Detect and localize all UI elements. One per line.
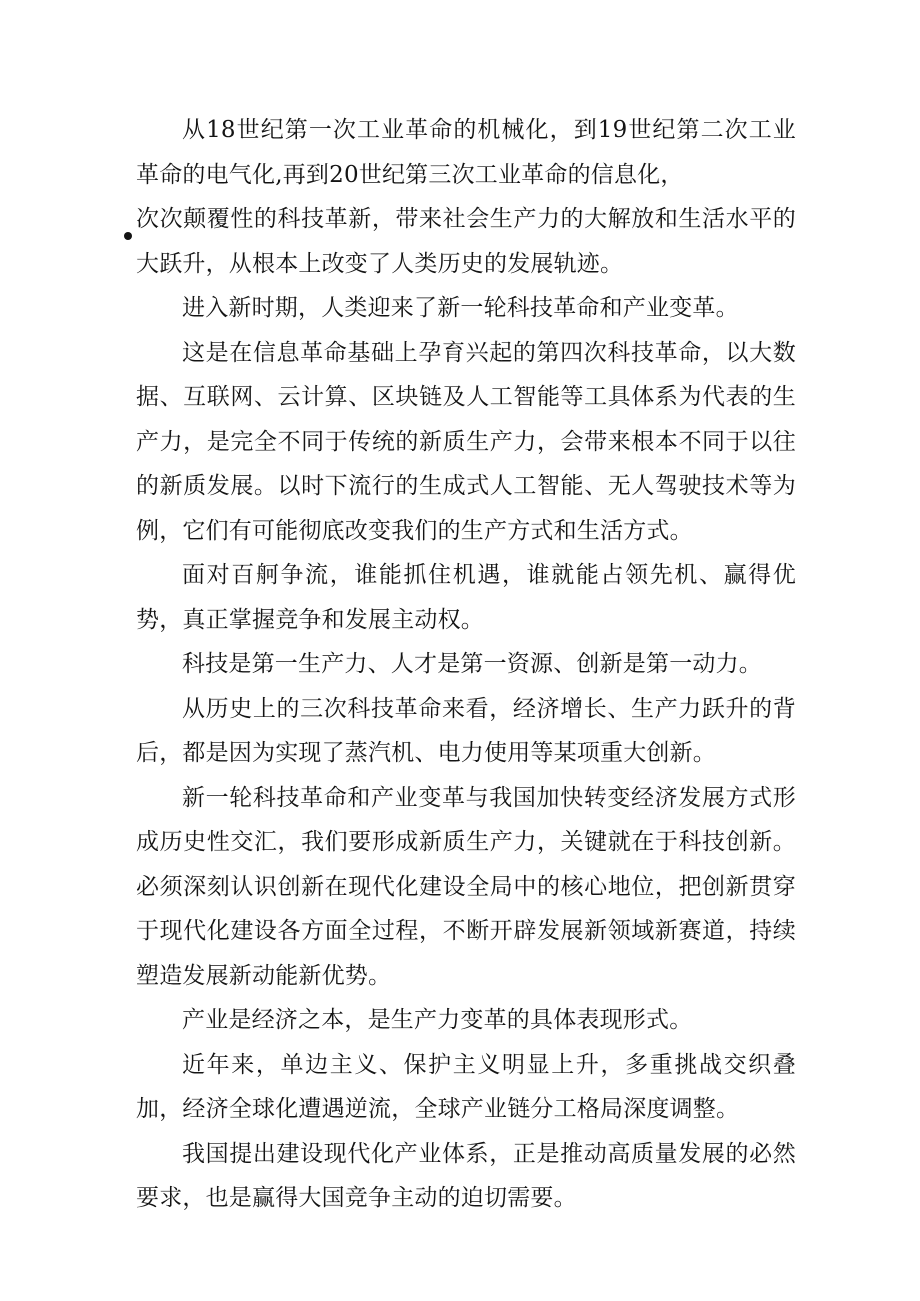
paragraph: 这是在信息革命基础上孕育兴起的第四次科技革命，以大数据、互联网、云计算、区块链及人工智能等工具体系为代表的生产力，是完全不同于传统的新质生产力，会带来根本不同于以往的新质发展。以时下流行的生成式人工智能、无人驾驶技术等为例，它们有可能彻底改变我们的生产方式和生活方式。	[136, 339, 796, 544]
paragraph: 新一轮科技革命和产业变革与我国加快转变经济发展方式形成历史性交汇，我们要形成新质生产力，关键就在于科技创新。必须深刻认识创新在现代化建设全局中的核心地位，把创新贯穿于现代化建设各方面全过程，不断开辟发展新领域新赛道，持续塑造发展新动能新优势。	[136, 784, 796, 989]
paragraph: 产业是经济之本，是生产力变革的具体表现形式。	[182, 1007, 693, 1033]
paragraph: 进入新时期，人类迎来了新一轮科技革命和产业变革。	[182, 295, 739, 321]
document-body	[136, 108, 796, 1221]
paragraph: 次次颠覆性的科技革新，带来社会生产力的大解放和生活水平的大跃升，从根本上改变了人类历史的发展轨迹。	[136, 206, 796, 277]
paragraph: 我国提出建设现代化产业体系，正是推动高质量发展的必然要求，也是赢得大国竞争主动的迫切需要。	[136, 1140, 796, 1211]
paragraph: 从18世纪第一次工业革命的机械化，到19世纪第二次工业革命的电气化,再到20世纪第三次工业革命的信息化，	[136, 117, 796, 188]
paragraph: 近年来，单边主义、保护主义明显上升，多重挑战交织叠加，经济全球化遭遇逆流，全球产业链分工格局深度调整。	[136, 1051, 796, 1122]
paragraph: 从历史上的三次科技革命来看，经济增长、生产力跃升的背后，都是因为实现了蒸汽机、电力使用等某项重大创新。	[136, 695, 796, 766]
paragraph: 面对百舸争流，谁能抓住机遇，谁就能占领先机、赢得优势，真正掌握竞争和发展主动权。	[136, 562, 796, 633]
bullet-dot	[124, 232, 132, 240]
paragraph: 科技是第一生产力、人才是第一资源、创新是第一动力。	[182, 651, 762, 677]
